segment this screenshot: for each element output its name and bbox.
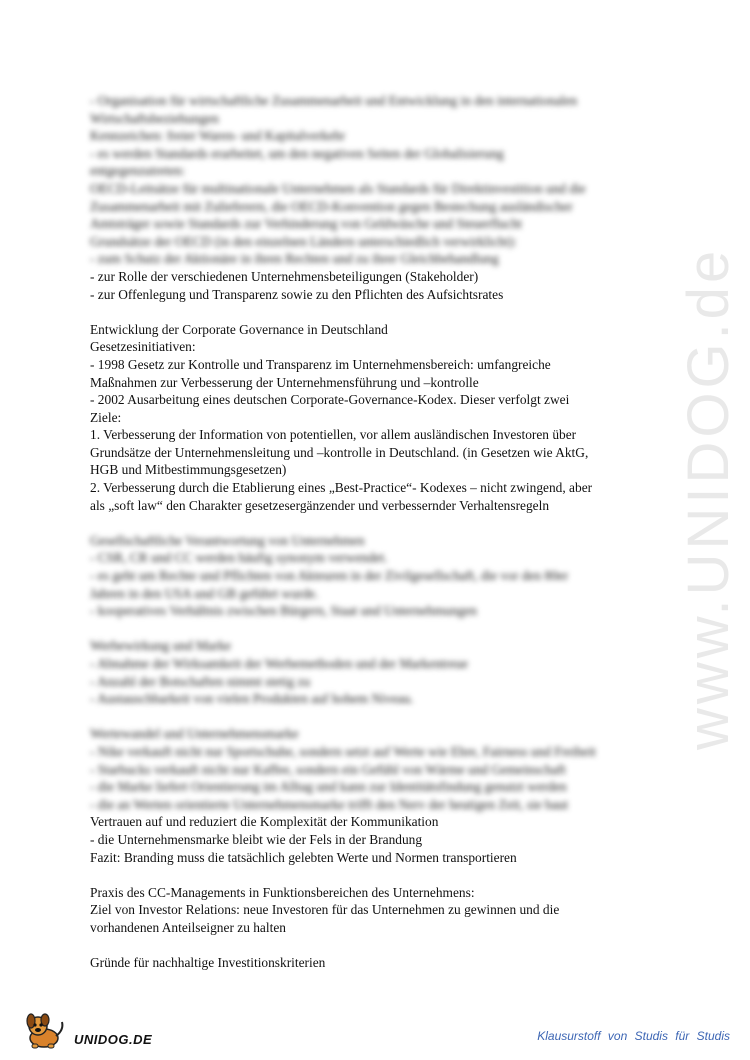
text-line: Gesetzesinitiativen: [90, 339, 196, 355]
blurred-text-line: - Anzahl der Botschaften nimmt stetig zu [90, 673, 311, 689]
blurred-text-line: - die an Werten orientierte Unternehmensmarke trifft den Nerv der heutigen Zeit, sie baut [90, 796, 569, 812]
text-line: Fazit: Branding muss die tatsächlich gelebten Werte und Normen transportieren [90, 849, 517, 865]
blurred-text-line: Amtsträger sowie Standards zur Verhinderung von Geldwäsche und Steuerflucht [90, 216, 522, 232]
blurred-text-line: Wertewandel und Unternehmensmarke [90, 726, 299, 742]
blurred-text-line: - Austauschbarkeit von vielen Produkten auf hohem Niveau. [90, 691, 414, 707]
dog-icon [24, 1012, 68, 1050]
blurred-text-line: - Abnahme der Wirksamkeit der Werbemethoden und der Markentreue [90, 656, 468, 671]
document-body [90, 92, 670, 972]
blurred-text-line: Jahren in den USA und GB geführt wurde. [90, 585, 319, 601]
text-line: - 1998 Gesetz zur Kontrolle und Transparenz im Unternehmensbereich: umfangreiche [90, 356, 551, 372]
text-line: 2. Verbesserung durch die Etablierung eines „Best-Practice“- Kodexes – nicht zwingend, aber [90, 480, 593, 496]
text-line: Praxis des CC-Managements in Funktionsbereichen des Unternehmens: [90, 884, 475, 900]
footer-slogan: Klausurstoff von Studis für Studis [537, 1029, 730, 1043]
blurred-text-line: - zum Schutz der Aktionäre in ihren Rechten und zu ihrer Gleichbehandlung [90, 251, 499, 267]
blank-line [90, 866, 670, 884]
blurred-text-line: - Organisation für wirtschaftliche Zusammenarbeit und Entwicklung in den internationalen [90, 93, 578, 108]
blurred-text-line: Grundsätze der OECD (in den einzelnen Ländern unterschiedlich verwirklicht): [90, 233, 517, 249]
text-line: - zur Offenlegung und Transparenz sowie zu den Pflichten des Aufsichtsrates [90, 286, 504, 302]
text-line: Grundsätze der Unternehmensleitung und –kontrolle in Deutschland. (in Gesetzen wie AktG, [90, 444, 589, 460]
blank-line [90, 514, 670, 532]
blurred-text-line: - kooperatives Verhältnis zwischen Bürgern, Staat und Unternehmungen [90, 603, 477, 619]
text-line: Ziel von Investor Relations: neue Investoren für das Unternehmen zu gewinnen und die [90, 902, 560, 918]
blurred-text-line: Gesellschaftliche Verantwortung von Unternehmen [90, 532, 365, 548]
blurred-text-line: Werbewirkung und Marke [90, 638, 231, 654]
blank-line [90, 708, 670, 726]
blurred-text-line: - die Marke liefert Orientierung im Alltag und kann zur Identitätsfindung genutzt werden [90, 779, 567, 795]
blurred-text-line: - es werden Standards erarbeitet, um den negativen Seiten der Globalisierung [90, 145, 504, 161]
logo-text: UNIDOG.DE [74, 1032, 153, 1047]
blurred-text-line: - es geht um Rechte und Pflichten von Akteuren in der Zivilgesellschaft, die vor den 80er [90, 568, 569, 584]
text-line: Maßnahmen zur Verbesserung der Unternehmensführung und –kontrolle [90, 374, 479, 390]
text-line: Vertrauen auf und reduziert die Komplexität der Kommunikation [90, 814, 439, 830]
blank-line [90, 937, 670, 955]
unidog-logo [24, 1012, 164, 1050]
blurred-text-line: Kennzeichen: freier Waren- und Kapitalverkehr [90, 128, 346, 144]
blurred-text-line: - Nike verkauft nicht nur Sportschuhe, sondern setzt auf Werte wie Ehre, Fairness und Freiheit [90, 743, 596, 759]
text-line: Gründe für nachhaltige Investitionskriterien [90, 955, 326, 971]
blurred-text-line: - Starbucks verkauft nicht nur Kaffee, sondern ein Gefühl von Wärme und Gemeinschaft [90, 761, 566, 777]
blurred-text-line: Wirtschaftsbeziehungen [90, 110, 219, 126]
blank-line [90, 303, 670, 321]
watermark: www.UNIDOG.de [676, 246, 741, 750]
text-line: HGB und Mitbestimmungsgesetzen) [90, 462, 287, 478]
text-line: Entwicklung der Corporate Governance in Deutschland [90, 321, 388, 337]
text-line: - die Unternehmensmarke bleibt wie der Fels in der Brandung [90, 831, 423, 847]
blank-line [90, 620, 670, 638]
blurred-text-line: - CSR, CR und CC werden häufig synonym verwendet. [90, 550, 388, 566]
blurred-text-line: entgegenzutreten: [90, 163, 186, 179]
text-line: - 2002 Ausarbeitung eines deutschen Corporate-Governance-Kodex. Dieser verfolgt zwei [90, 392, 570, 408]
text-line: Ziele: [90, 409, 122, 425]
blurred-text-line: OECD-Leitsätze für multinationale Unternehmen als Standards für Direktinvestition und die [90, 180, 586, 196]
text-line: vorhandenen Anteilseigner zu halten [90, 919, 286, 935]
text-line: als „soft law“ den Charakter gesetzesergänzender und verbessernder Verhaltensregeln [90, 497, 550, 513]
text-line: - zur Rolle der verschiedenen Unternehmensbeteiligungen (Stakeholder) [90, 268, 479, 284]
text-line: 1. Verbesserung der Information von potentiellen, vor allem ausländischen Investoren über [90, 427, 577, 443]
blurred-text-line: Zusammenarbeit mit Zulieferern, die OECD-Konvention gegen Bestechung ausländischer [90, 198, 573, 214]
